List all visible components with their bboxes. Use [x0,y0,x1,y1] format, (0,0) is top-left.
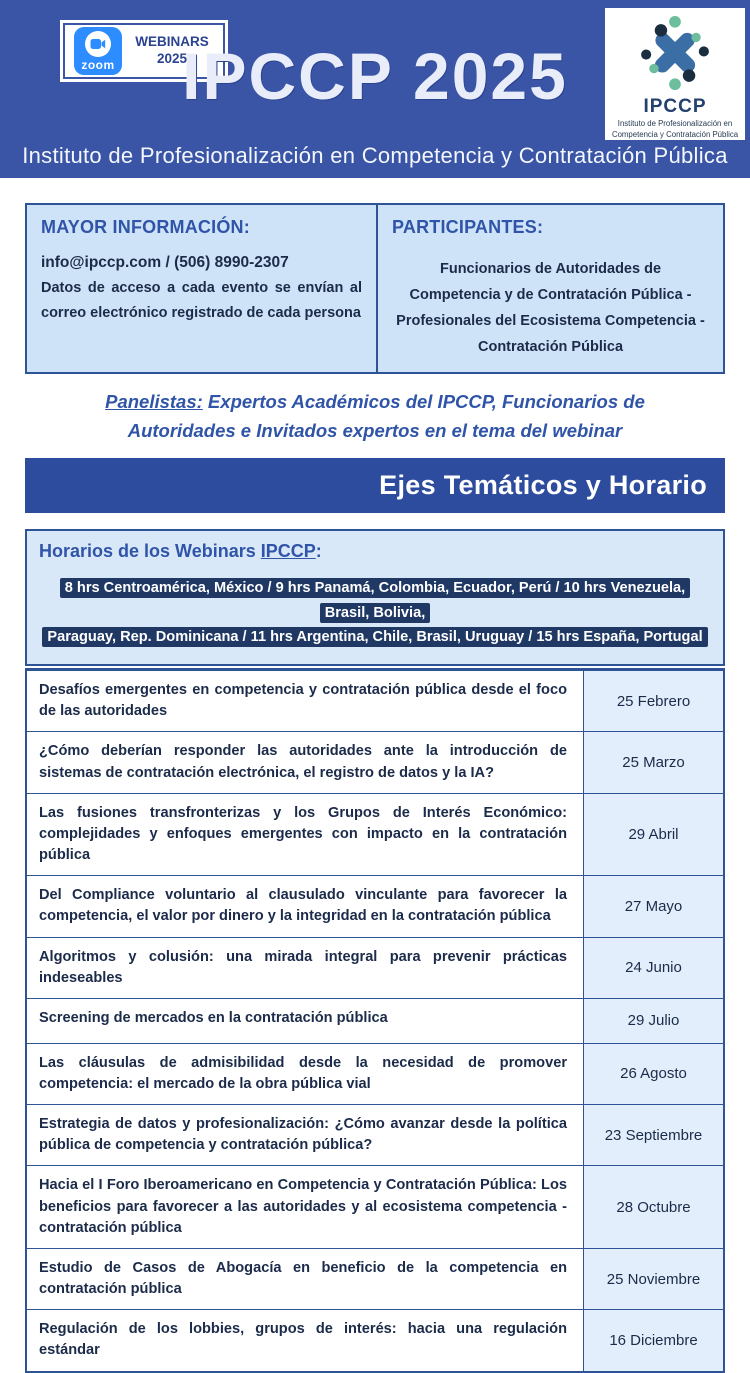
contact-line: info@ipccp.com / (506) 8990-2307 [41,254,289,271]
table-row [27,875,723,936]
date-cell: 26 Agosto [583,1044,723,1104]
topic-cell: Las cláusulas de admisibilidad desde la necesidad de promover competencia: el mercado de la obra pública vial [27,1044,583,1104]
table-row [27,1248,723,1309]
horarios-heading-ipccp: IPCCP [260,540,316,561]
topic-cell: Screening de mercados en la contratación pública [27,999,583,1043]
schedule-highlight [39,576,711,650]
header-subtitle: Instituto de Profesionalización en Competencia y Contratación Pública [22,143,728,168]
horarios-heading-prefix: Horarios de los Webinars [39,540,261,561]
schedule-table [25,668,725,1372]
header [0,0,750,178]
topic-cell: ¿Cómo deberían responder las autoridades ante la introducción de sistemas de contratación electrónica, el registro de datos y la IA? [27,732,583,792]
date-cell: 29 Julio [583,999,723,1043]
zoom-wordmark: zoom [81,58,115,72]
participantes-text: Funcionarios de Autoridades de Competencia y de Contratación Pública - Profesionales del Ecosistema Competencia - Contratación Pública [396,261,705,356]
table-row [27,998,723,1043]
info-row [25,203,725,374]
date-cell: 23 Septiembre [583,1105,723,1165]
ipccp-pinwheel-icon [636,14,714,97]
table-row [27,670,723,731]
table-row [27,731,723,792]
date-cell: 27 Mayo [583,876,723,936]
date-cell: 29 Abril [583,794,723,875]
table-row [27,1104,723,1165]
panelistas-paragraph [25,388,725,445]
panelistas-label: Panelistas: [105,391,203,413]
access-note: Datos de acceso a cada evento se envían al correo electrónico registrado de cada persona [41,280,362,322]
table-row [27,937,723,998]
participantes-title: PARTICIPANTES: [392,217,544,237]
topic-cell: Estrategia de datos y profesionalización: ¿Cómo avanzar desde la política pública de competencia y contratación pública? [27,1105,583,1165]
topic-cell: Desafíos emergentes en competencia y contratación pública desde el foco de las autoridades [27,671,583,731]
date-cell: 28 Octubre [583,1166,723,1247]
date-cell: 25 Marzo [583,732,723,792]
date-cell: 24 Junio [583,938,723,998]
mayor-informacion-box [25,203,377,374]
date-cell: 25 Febrero [583,671,723,731]
participantes-box [377,203,725,374]
topic-cell: Estudio de Casos de Abogacía en beneficio de la competencia en contratación pública [27,1249,583,1309]
table-row [27,793,723,875]
topic-cell: Algoritmos y colusión: una mirada integral para prevenir prácticas indeseables [27,938,583,998]
date-cell: 16 Diciembre [583,1310,723,1370]
topic-cell: Regulación de los lobbies, grupos de interés: hacia una regulación estándar [27,1310,583,1370]
table-row [27,1165,723,1247]
topic-cell: Hacia el I Foro Iberoamericano en Competencia y Contratación Pública: Los beneficios para favorecer a las autoridades y al ecosistema competencia - contratación pública [27,1166,583,1247]
date-cell: 25 Noviembre [583,1249,723,1309]
mayor-informacion-title: MAYOR INFORMACIÓN: [41,217,250,237]
horarios-heading-suffix: : [315,540,322,561]
topic-cell: Del Compliance voluntario al clausulado vinculante para favorecer la competencia, el valor por dinero y la integridad en la contratación pública [27,876,583,936]
table-row [27,1043,723,1104]
schedule-line-2: Paraguay, Rep. Dominicana / 11 hrs Argentina, Chile, Brasil, Uruguay / 15 hrs España, Portugal [42,627,707,647]
table-row [27,1309,723,1370]
horarios-heading [39,541,711,562]
page-title: IPCCP 2025 [182,39,568,113]
ipccp-logo-acronym: IPCCP [643,96,707,117]
section-banner-title: Ejes Temáticos y Horario [379,469,707,500]
webinars-2025-label: WEBINARS 2025 [135,34,209,66]
schedule-line-1: 8 hrs Centroamérica, México / 9 hrs Panamá, Colombia, Ecuador, Perú / 10 hrs Venezuela, Brasil, Bolivia, [60,578,690,623]
horarios-box [25,529,725,666]
ipccp-logo-caption: Instituto de Profesionalización en Competencia y Contratación Pública [611,119,739,139]
content [0,203,750,1373]
topic-cell: Las fusiones transfronterizas y los Grupos de Interés Económico: complejidades y enfoques emergentes con impacto en la contratación pública [27,794,583,875]
panelistas-text: Expertos Académicos del IPCCP, Funcionarios de Autoridades e Invitados expertos en el tema del webinar [127,391,645,442]
section-banner [25,458,725,513]
ipccp-logo-box [605,8,745,140]
